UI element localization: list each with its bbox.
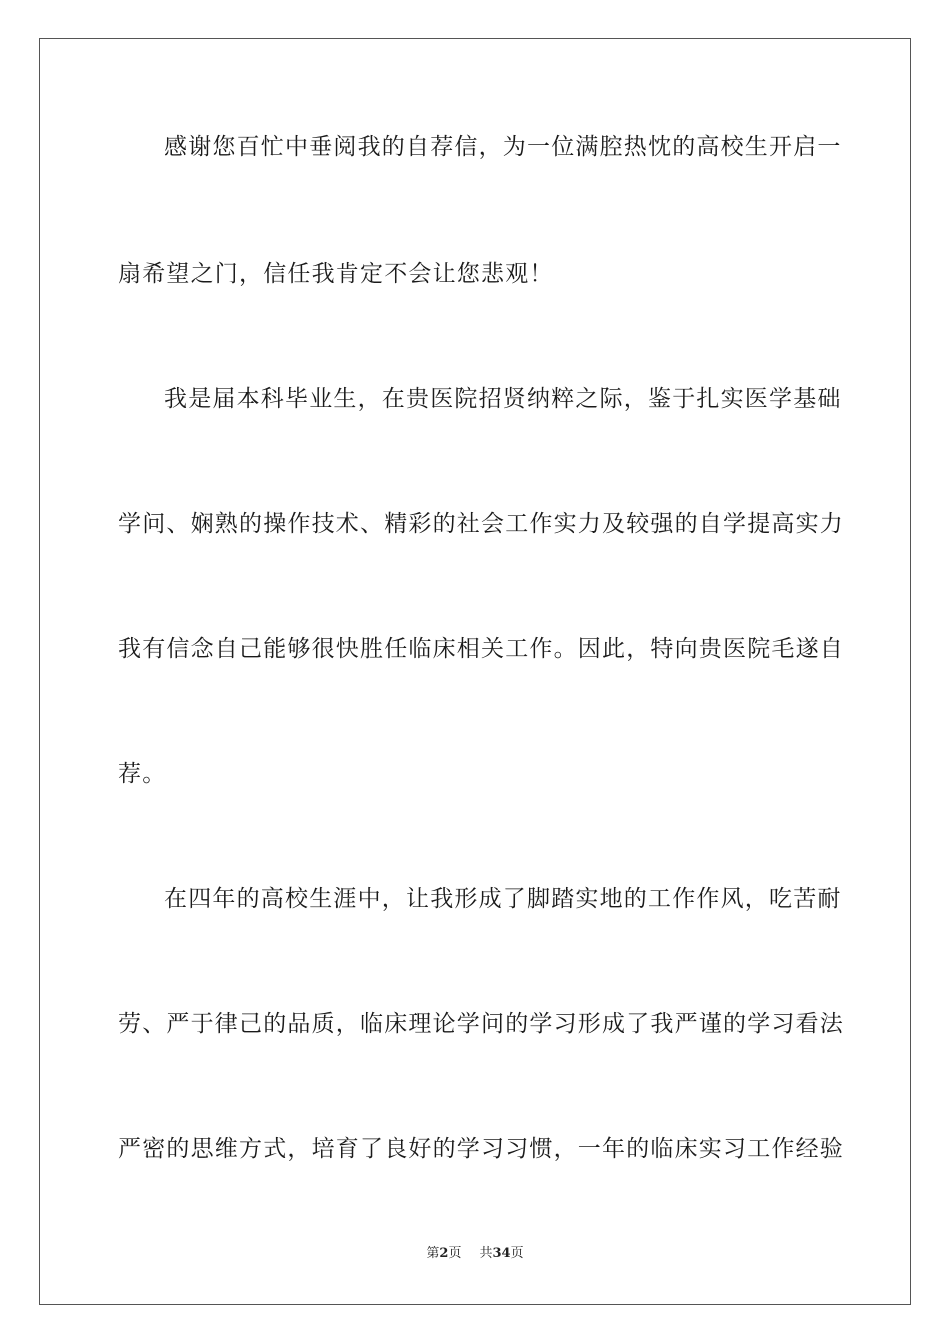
footer-total-pages: 34	[492, 1246, 511, 1261]
footer-total-prefix: 共	[479, 1246, 493, 1261]
footer-total-suffix: 页	[510, 1246, 524, 1261]
text-line: 在四年的高校生涯中，让我形成了脚踏实地的工作作风，吃苦耐	[164, 886, 842, 912]
text-line: 感谢您百忙中垂阅我的自荐信，为一位满腔热忱的高校生开启一	[164, 134, 842, 160]
text-line: 荐。	[118, 761, 167, 787]
page-footer	[0, 1245, 950, 1263]
text-line: 严密的思维方式，培育了良好的学习习惯，一年的临床实习工作经验	[118, 1136, 844, 1162]
footer-page-prefix: 第	[426, 1246, 440, 1261]
text-line: 我是届本科毕业生，在贵医院招贤纳粹之际，鉴于扎实医学基础	[164, 386, 842, 412]
footer-page-suffix: 页	[448, 1246, 462, 1261]
text-line: 劳、严于律己的品质，临床理论学问的学习形成了我严谨的学习看法	[118, 1011, 844, 1037]
text-line: 学问、娴熟的操作技术、精彩的社会工作实力及较强的自学提高实力	[118, 511, 844, 537]
text-line: 我有信念自己能够很快胜任临床相关工作。因此，特向贵医院毛遂自	[118, 636, 844, 662]
page-border	[39, 38, 911, 1305]
text-line: 扇希望之门，信任我肯定不会让您悲观！	[118, 261, 554, 287]
footer-page-number: 2	[439, 1246, 449, 1261]
